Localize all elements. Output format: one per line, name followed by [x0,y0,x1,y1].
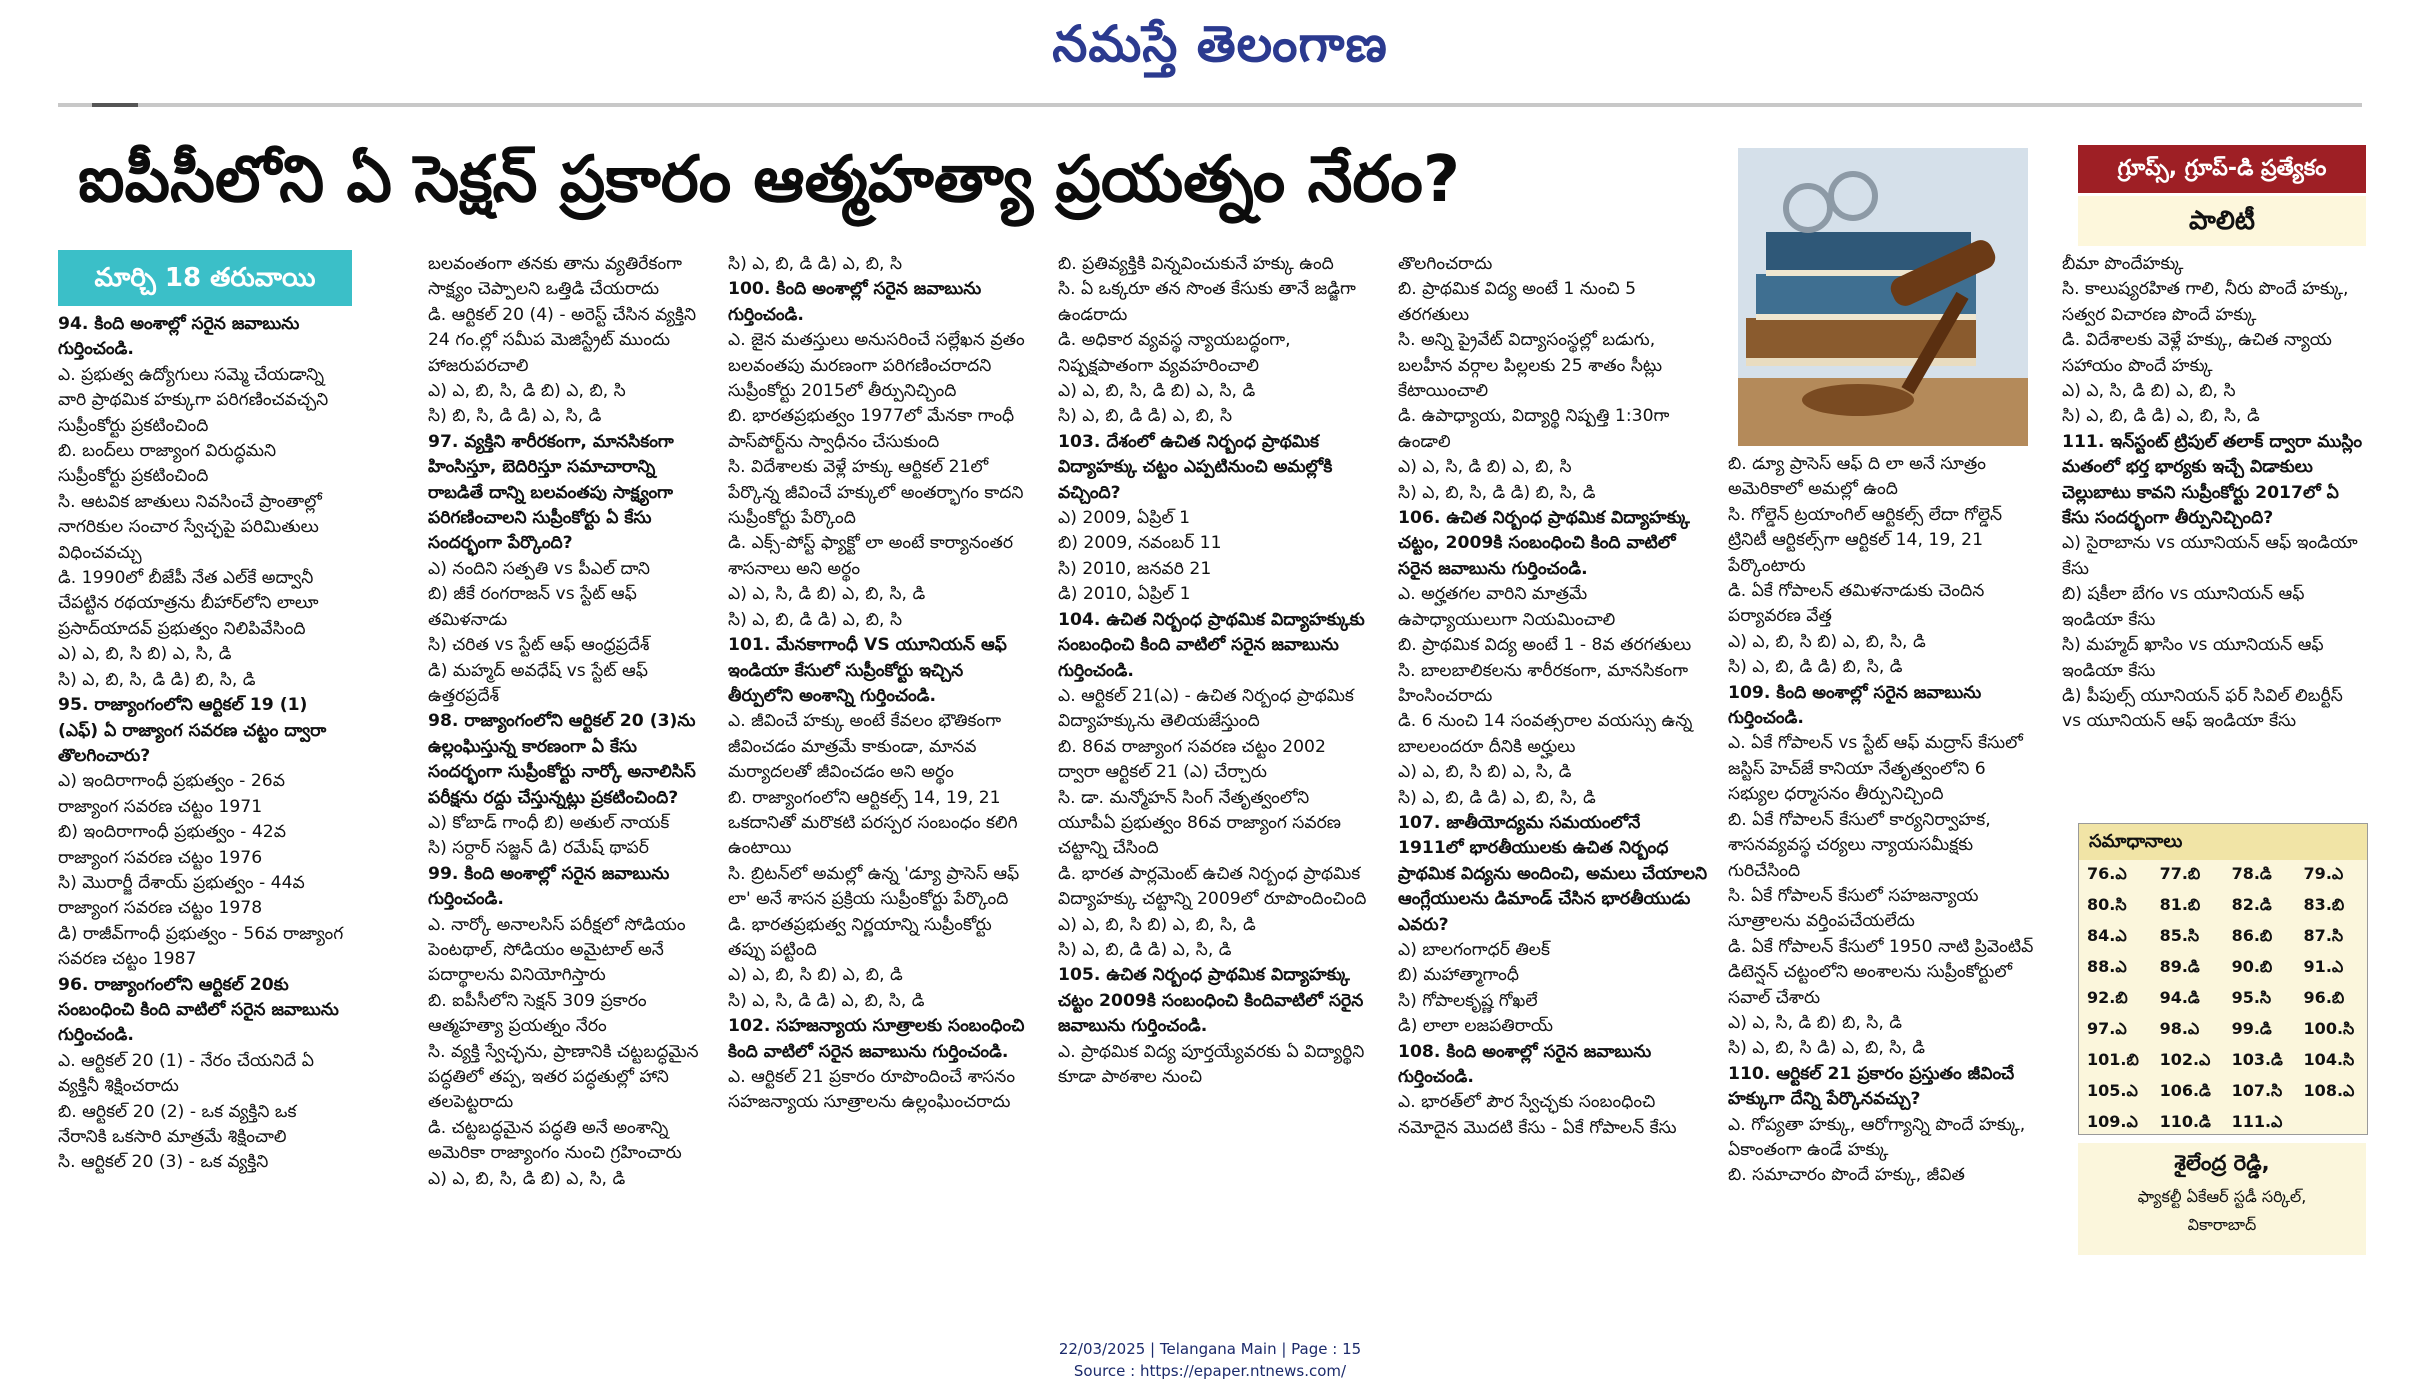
option-text: ఎ. జీవించే హక్కు అంటే కేవలం భౌతికంగా జీవించడం మాత్రమే కాకుండా, మానవ మర్యాదలతో జీవించడం అని అర్థం [728,711,1002,783]
answer-cell: 84.ఎ [2087,926,2127,945]
option-text: డి) 2010, ఏప్రిల్ 1 [1058,584,1191,605]
article-headline: ఐపీసీలోని ఏ సెక్షన్ ప్రకారం ఆత్మహత్యా ప్రయత్నం నేరం? [78,143,1460,217]
answer-cell: 83.బి [2303,895,2345,914]
answer-cell: 106.డి [2159,1081,2211,1100]
option-text: ఎ) ఎ, బి, సి బి) ఎ, బి, సి, డి [1728,631,1926,652]
option-text: సి. విదేశాలకు వెళ్లే హక్కు ఆర్టికల్ 21లో పేర్కొన్న జీవించే హక్కులో అంతర్భాగం కాదని సుప్రీంకోర్టు పేర్కొంది [728,457,1024,529]
option-text: సి. గోల్డెన్ ట్రయాంగిల్ ఆర్టికల్స్ లేదా గోల్డెన్ ట్రినిటీ ఆర్టికల్స్‌గా ఆర్టికల్ 14, 19, 21 పేర్కొంటారు [1728,504,2003,576]
option-text: సి) మొరార్జీ దేశాయ్ ప్రభుత్వం - 44వ రాజ్యాంగ సవరణ చట్టం 1978 [58,872,305,919]
option-text: బి) జీకే రంగరాజన్ vs స్టేట్ ఆఫ్ తమిళనాడు [428,584,637,630]
answer-cell: 88.ఎ [2087,957,2127,976]
option-text: డి. ఉపాధ్యాయ, విద్యార్థి నిష్పత్తి 1:30గా ఉండాలి [1398,406,1670,452]
masthead-divider-accent [92,103,138,107]
author-place: వికారాబాద్ [2187,1215,2257,1234]
option-text: ఎ. భారత్‌లో పౌర స్వేచ్ఛకు సంబంధించి నమోదైన మొదటి కేసు - ఏకే గోపాలన్ కేసు [1398,1092,1677,1138]
question-text: 101. మేనకాగాంధీ VS యూనియన్ ఆఫ్ ఇండియా కేసులో సుప్రీంకోర్టు ఇచ్చిన తీర్పులోని అంశాన్ని గుర్తించండి. [728,635,1007,706]
option-text: ఎ) సైరాబాను vs యూనియన్ ఆఫ్ ఇండియా కేసు [2062,533,2358,579]
option-text: బి. డ్యూ ప్రాసెస్ ఆఫ్ ది లా అనే సూత్రం అమెరికాలో అమల్లో ఉంది [1728,454,1986,500]
option-text: బి. ఐపీసీలోని సెక్షన్ 309 ప్రకారం ఆత్మహత్యా ప్రయత్నం నేరం [428,990,647,1037]
option-text: డి) లాలా లజపతిరాయ్ [1398,1016,1553,1037]
question-text: 98. రాజ్యాంగంలోని ఆర్టికల్ 20 (3)ను ఉల్లంఘిస్తున్న కారణంగా ఏ కేసు సందర్భంగా సుప్రీంకోర్టు నార్కో అనాలిసిస్ పరీక్షను రద్దు చేస్తున్నట్లు ప్రకటించింది? [428,711,696,808]
answers-row [2079,1077,2367,1108]
option-text: బి. బంద్‌లు రాజ్యాంగ విరుద్ధమని సుప్రీంకోర్టు ప్రకటించింది [58,441,277,487]
option-text: బి. భారతప్రభుత్వం 1977లో మేనకా గాంధీ పాస్‌పోర్ట్‌ను స్వాధీనం చేసుకుంది [728,406,1015,452]
answer-cell: 81.బి [2159,895,2201,914]
question-text: 107. జాతీయోద్యమ సమయంలోనే 1911లో భారతీయులకు ఉచిత నిర్బంధ ప్రాథమిక విద్యను అందించి, అమలు చేయాలని ఆంగ్లేయులను డిమాండ్ చేసిన భారతీయుడు ఎవరు? [1398,812,1708,935]
subject-label: పాలిటీ [2078,196,2366,246]
option-text: బి) ఇందిరాగాంధీ ప్రభుత్వం - 42వ రాజ్యాంగ సవరణ చట్టం 1976 [58,822,286,868]
option-text: ఎ) ఎ, బి, సి, డి బి) ఎ, సి, డి [428,1168,626,1189]
option-text: తొలగించరాదు [1398,254,1493,274]
option-text: డి. 6 నుంచి 14 సంవత్సరాల వయస్సు ఉన్న బాలలందరూ దీనికి అర్హులు [1398,711,1693,757]
answer-cell: 101.బి [2087,1050,2139,1069]
option-text: బి. 86వ రాజ్యాంగ సవరణ చట్టం 2002 ద్వారా ఆర్టికల్ 21 (ఎ) చేర్చారు [1058,736,1326,783]
answer-cell: 104.సి [2303,1050,2355,1069]
text-column-1 [58,312,346,1272]
option-text: ఎ. అర్హతగల వారిని మాత్రమే ఉపాధ్యాయులుగా నియమించాలి [1398,584,1616,630]
option-text: సి) గోపాలకృష్ణ గోఖలే [1398,990,1538,1011]
option-text: బి. ప్రాథమిక విద్య అంటే 1 నుంచి 5 తరగతులు [1398,279,1637,325]
option-text: సి. కాలుష్యరహిత గాలి, నీరు పొందే హక్కు, సత్వర విచారణ పొందే హక్కు [2062,279,2349,325]
option-text: సి) సర్దార్ సజ్జన్ డి) రమేష్ థాపర్ [428,838,649,859]
option-text: ఎ) ఎ, సి, డి బి) బి, సి, డి [1728,1012,1903,1033]
option-text: సి) మహ్మద్ ఖాసిం vs యూనియన్ ఆఫ్ ఇండియా కేసు [2062,635,2324,681]
option-text: ఎ. ఆర్టికల్ 21 ప్రకారం రూపొందించే శాసనం సహజన్యాయ సూత్రాలను ఉల్లంఘించరాదు [728,1067,1016,1113]
option-text: ఎ) ఎ, బి, సి బి) ఎ, బి, సి, డి [1058,914,1256,935]
question-text: 103. దేశంలో ఉచిత నిర్బంధ ప్రాథమిక విద్యాహక్కు చట్టం ఎప్పటినుంచి అమల్లోకి వచ్చింది? [1058,431,1333,503]
author-credit [2078,1143,2366,1255]
answer-cell: 108.ఎ [2303,1081,2355,1100]
option-text: బి. రాజ్యాంగంలోని ఆర్టికల్స్ 14, 19, 21 ఒకదానితో మరొకటి పరస్పర సంబంధం కలిగి ఉంటాయి [728,787,1018,859]
text-column-4 [1058,252,1370,1272]
answer-cell: 107.సి [2231,1081,2283,1100]
author-name: శైలేంద్ర రెడ్డి, [2174,1151,2270,1175]
newspaper-masthead: నమస్తే తెలంగాణ [1052,14,1388,73]
option-text: బి. సమాచారం పొందే హక్కు, జీవిత [1728,1165,1965,1186]
option-text: బి) 2009, నవంబర్ 11 [1058,533,1222,554]
answer-cell: 110.డి [2159,1112,2211,1131]
answers-row [2079,1046,2367,1077]
option-text: సి) ఎ, బి, డి డి) ఎ, బి, సి, డి [2062,406,2260,427]
answer-cell: 102.ఎ [2159,1050,2211,1069]
option-text: బి) షకీలా బేగం vs యూనియన్ ఆఫ్ ఇండియా కేసు [2062,584,2305,630]
option-text: సి) ఎ, బి, సి, డి డి) బి, సి, డి [58,669,256,690]
question-text: 110. ఆర్టికల్ 21 ప్రకారం ప్రస్తుతం జీవించే హక్కుగా దేన్ని పేర్కొనవచ్చు? [1728,1063,2015,1110]
option-text: సి) ఎ, బి, డి డి) ఎ, బి, సి [728,609,903,630]
option-text: బీమా పొందేహక్కు [2062,254,2184,274]
question-text: 102. సహజన్యాయ సూత్రాలకు సంబంధించి కింది వాటిలో సరైన జవాబును గుర్తించండి. [728,1016,1025,1062]
text-column-3 [728,252,1028,1272]
answers-row [2079,1015,2367,1046]
answer-cell: 76.ఎ [2087,864,2127,883]
answers-row [2079,984,2367,1015]
option-text: సి) 2010, జనవరి 21 [1058,558,1212,579]
law-books-gavel-image [1738,148,2028,446]
text-column-6 [1728,452,2038,1272]
answer-cell: 77.బి [2159,864,2201,883]
option-text: సి. బాలబాలికలను శారీరకంగా, మానసికంగా హింసించరాదు [1398,660,1689,706]
option-text: ఎ. ఆర్టికల్ 21(ఎ) - ఉచిత నిర్బంధ ప్రాథమిక విద్యాహక్కును తెలియజేస్తుంది [1058,685,1354,732]
question-text: 97. వ్యక్తిని శారీరకంగా, మానసికంగా హింసిస్తూ, బెదిరిస్తూ సమాచారాన్ని రాబడితే దాన్ని బలవంతపు సాక్ష్యంగా పరిగణించాలని సుప్రీంకోర్టు ఏ కేసు సందర్భంగా పేర్కొంది? [428,431,674,554]
option-text: ఎ) ఎ, బి, సి బి) ఎ, సి, డి [58,644,232,665]
question-text: 99. కింది అంశాల్లో సరైన జవాబును గుర్తించండి. [428,863,670,910]
law-books-gavel-illustration [1738,148,2028,446]
option-text: సి. డా. మన్మోహన్ సింగ్ నేతృత్వంలోని యూపీఏ ప్రభుత్వం 86వ రాజ్యాంగ సవరణ చట్టాన్ని చేసింది [1058,787,1341,859]
answer-cell: 91.ఎ [2303,957,2344,976]
answer-cell: 96.బి [2303,988,2345,1007]
footer-date-line: 22/03/2025 | Telangana Main | Page : 15 [1058,1340,1362,1358]
option-text: సి) ఎ, బి, డి డి) ఎ, సి, డి [1058,939,1232,960]
answer-cell: 87.సి [2303,926,2344,945]
option-text: సి) ఎ, బి, డి డి) ఎ, బి, సి, డి [1398,787,1596,808]
answer-cell: 97.ఎ [2087,1019,2127,1038]
option-text: బి. ప్రతివ్యక్తికి విన్నవించుకునే హక్కు ఉంది [1058,254,1334,274]
page-footer [900,1338,1520,1382]
question-text: 108. కింది అంశాల్లో సరైన జవాబును గుర్తించండి. [1398,1041,1652,1087]
option-text: సి. బ్రిటన్‌లో అమల్లో ఉన్న 'డ్యూ ప్రాసెస్ ఆఫ్ లా' అనే శాసన ప్రక్రియ సుప్రీంకోర్టు పేర్కొంది [728,863,1020,910]
answer-cell: 109.ఎ [2087,1112,2138,1131]
answers-row [2079,922,2367,953]
answer-cell: 82.డి [2231,895,2272,914]
answers-row [2079,1108,2367,1139]
answer-cell: 79.ఎ [2303,864,2344,883]
answer-cell: 95.సి [2231,988,2272,1007]
option-text: సి) ఎ, బి, డి డి) ఎ, బి, సి [1058,406,1233,427]
option-text: బి) మహాత్మాగాంధీ [1398,965,1520,986]
option-text: ఎ) నందిని సత్పతి vs పీఎల్ దాని [428,558,650,579]
question-text: 105. ఉచిత నిర్బంధ ప్రాథమిక విద్యాహక్కు చట్టం 2009కి సంబంధించి కిందివాటిలో సరైన జవాబును గుర్తించండి. [1058,965,1364,1037]
option-text: బి. ఏకే గోపాలన్ కేసులో కార్యనిర్వాహక, శాసనవ్యవస్థ చర్యలు న్యాయసమీక్షకు గురిచేసింది [1728,809,1991,881]
answer-cell: 103.డి [2231,1050,2283,1069]
question-text: 104. ఉచిత నిర్బంధ ప్రాథమిక విద్యాహక్కుకు సంబంధించి కింది వాటిలో సరైన జవాబును గుర్తించండి. [1058,609,1365,681]
answers-row [2079,860,2367,891]
answer-cell: 100.సి [2303,1019,2355,1038]
answer-cell: 89.డి [2159,957,2200,976]
answers-table [2079,860,2367,1139]
option-text: డి. అధికార వ్యవస్థ న్యాయబద్ధంగా, నిష్పక్షపాతంగా వ్యవహరించాలి [1058,330,1291,376]
option-text: ఎ) ఎ, బి, సి బి) ఎ, సి, డి [1398,762,1572,783]
option-text: ఎ) కోబాడ్ గాంధీ బి) అతుల్ నాయక్ [428,812,670,833]
question-text: 94. కింది అంశాల్లో సరైన జవాబును గుర్తించండి. [58,314,300,360]
text-column-2 [428,252,716,1272]
option-text: సి) చరిత vs స్టేట్ ఆఫ్ ఆంధ్రప్రదేశ్ [428,635,650,656]
option-text: సి) బి, సి, డి డి) ఎ, సి, డి [428,406,602,427]
option-text: ఎ) ఎ, బి, సి బి) ఎ, బి, డి [728,965,903,986]
option-text: సి) ఎ, సి, డి డి) ఎ, బి, సి, డి [728,990,925,1011]
question-text: 106. ఉచిత నిర్బంధ ప్రాథమిక విద్యాహక్కు చట్టం, 2009కి సంబంధించి కింది వాటిలో సరైన జవాబును గుర్తించండి. [1398,508,1690,579]
option-text: ఎ) ఇందిరాగాంధీ ప్రభుత్వం - 26వ రాజ్యాంగ సవరణ చట్టం 1971 [58,771,285,817]
option-text: డి) మహ్మద్ అవధేష్ vs స్టేట్ ఆఫ్ ఉత్తరప్రదేశ్ [428,660,648,706]
answers-row [2079,953,2367,984]
answer-cell: 105.ఎ [2087,1081,2138,1100]
option-text: ఎ) ఎ, బి, సి, డి బి) ఎ, సి, డి [1058,381,1256,402]
option-text: డి. విదేశాలకు వెళ్లే హక్కు, ఉచిత న్యాయ సహాయం పొందే హక్కు [2062,330,2332,376]
option-text: డి. ఏకే గోపాలన్ కేసులో 1950 నాటి ప్రివెంటివ్ డిటెన్షన్ చట్టంలోని అంశాలను సుప్రీంకోర్టులో సవాల్ చేశారు [1728,936,2034,1008]
author-role: ఫ్యాకల్టీ ఏకేఆర్ స్టడీ సర్కిల్, [2137,1187,2307,1206]
option-text: సి) ఎ, బి, డి డి) బి, సి, డి [1728,657,1903,678]
answers-box [2078,823,2368,1135]
masthead-divider [58,103,2362,107]
footer-source-line: Source : https://epaper.ntnews.com/ [1073,1362,1347,1380]
option-text: ఎ) ఎ, సి, డి బి) ఎ, బి, సి, డి [728,584,926,605]
option-text: డి. ఆర్టికల్ 20 (4) - అరెస్ట్ చేసిన వ్యక్తిని 24 గం.ల్లో సమీప మెజిస్ట్రేట్ ముందు హాజరుపరచాలి [428,304,697,376]
option-text: సి. ఆటవిక జాతులు నివసించే ప్రాంతాల్లో నాగరికుల సంచార స్వేచ్ఛపై పరిమితులు విధించవచ్చు [58,491,322,563]
option-text: డి. భారత పార్లమెంట్ ఉచిత నిర్బంధ ప్రాథమిక విద్యాహక్కు చట్టాన్ని 2009లో రూపొందించింది [1058,863,1367,910]
option-text: ఎ. జైన మతస్తులు అనుసరించే సల్లేఖన వ్రతం బలవంతపు మరణంగా పరిగణించరాదని సుప్రీంకోర్టు 2015లో తీర్పునిచ్చింది [728,330,1025,402]
answer-cell: 90.బి [2231,957,2273,976]
option-text: సి) ఎ, బి, డి డి) ఎ, బి, సి [728,254,903,274]
option-text: ఎ) ఎ, సి, డి బి) ఎ, బి, సి [2062,381,2236,402]
option-text: డి. 1990లో బీజేపీ నేత ఎల్‌కే అద్వానీ చేపట్టిన రథయాత్రను బీహార్‌లోని లాలూ ప్రసాద్‌యాదవ్ ప్రభుత్వం నిలిపివేసింది [58,568,319,639]
option-text: ఎ) బాలగంగాధర్ తిలక్ [1398,939,1550,960]
answers-title: సమాధానాలు [2079,824,2367,860]
answer-cell: 80.సి [2087,895,2127,914]
answer-cell: 86.బి [2231,926,2273,945]
option-text: ఎ. ప్రభుత్వ ఉద్యోగులు సమ్మె చేయడాన్ని వారి ప్రాథమిక హక్కుగా పరిగణించవచ్చని సుప్రీంకోర్టు ప్రకటించింది [58,364,329,436]
answer-cell: 98.ఎ [2159,1019,2200,1038]
answer-cell: 78.డి [2231,864,2272,883]
question-text: 109. కింది అంశాల్లో సరైన జవాబును గుర్తించండి. [1728,682,1982,729]
question-text: 100. కింది అంశాల్లో సరైన జవాబును గుర్తించండి. [728,279,982,325]
question-text: 95. రాజ్యాంగంలోని ఆర్టికల్ 19 (1) (ఎఫ్) ఏ రాజ్యాంగ సవరణ చట్టం ద్వారా తొలగించారు? [58,695,327,766]
option-text: ఎ) ఎ, బి, సి, డి బి) ఎ, బి, సి [428,381,626,402]
option-text: ఎ. ప్రాథమిక విద్య పూర్తయ్యేవరకు ఏ విద్యార్థిని కూడా పాఠశాల నుంచి [1058,1041,1365,1087]
option-text: సి. ఆర్టికల్ 20 (3) - ఒక వ్యక్తిని [58,1152,269,1173]
text-column-7 [2062,252,2364,812]
answer-cell: 99.డి [2231,1019,2272,1038]
option-text: సి) ఎ, బి, సి, డి డి) బి, సి, డి [1398,482,1596,503]
option-text: సి. అన్ని ప్రైవేట్ విద్యాసంస్థల్లో బడుగు, బలహీన వర్గాల పిల్లలకు 25 శాతం సీట్లు కేటాయించాలి [1398,330,1663,402]
option-text: ఎ. ఏకే గోపాలన్ vs స్టేట్ ఆఫ్ మద్రాస్ కేసులో జస్టిస్ హెచ్‌జే కానియా నేతృత్వంలోని 6 సభ్యుల ధర్మాసనం తీర్పునిచ్చింది [1728,733,2023,805]
answer-cell [2296,1108,2367,1139]
answer-cell: 92.బి [2087,988,2128,1007]
group-exam-banner: గ్రూప్స్, గ్రూప్-డి ప్రత్యేకం [2078,145,2366,193]
option-text: సి. ఏ ఒక్కరూ తన సొంత కేసుకు తానే జడ్జిగా ఉండరాదు [1058,279,1356,325]
option-text: ఎ. నార్కో అనాలసిస్ పరీక్షలో సోడియం పెంటథాల్, సోడియం అమైటాల్ అనే పదార్థాలను వినియోగిస్తారు [428,914,686,986]
option-text: ఎ. ఆర్టికల్ 20 (1) - నేరం చేయనిదే ఏ వ్యక్తినీ శిక్షించరాదు [58,1050,314,1097]
answer-cell: 94.డి [2159,988,2200,1007]
question-text: 96. రాజ్యాంగంలోని ఆర్టికల్ 20కు సంబంధించి కింది వాటిలో సరైన జవాబును గుర్తించండి. [58,974,339,1046]
answers-row [2079,891,2367,922]
answer-cell: 111.ఎ [2231,1112,2283,1131]
continuation-tag: మార్చి 18 తరువాయి [58,250,352,306]
question-text: 111. ఇన్‌స్టంట్ ట్రిపుల్ తలాక్ ద్వారా ముస్లిం మతంలో భర్త భార్యకు ఇచ్చే విడాకులు చెల్లుబాటు కావని సుప్రీంకోర్టు 2017లో ఏ కేసు సందర్భంగా తీర్పునిచ్చింది? [2062,431,2363,529]
option-text: ఎ) ఎ, సి, డి బి) ఎ, బి, సి [1398,457,1572,478]
option-text: డి) పీపుల్స్ యూనియన్ ఫర్ సివిల్ లిబర్టీస్ vs యూనియన్ ఆఫ్ ఇండియా కేసు [2062,685,2343,732]
text-column-5 [1398,252,1710,1272]
option-text: బి. ఆర్టికల్ 20 (2) - ఒక వ్యక్తిని ఒక నేరానికి ఒకసారి మాత్రమే శిక్షించాలి [58,1101,297,1147]
option-text: డి. ఏకే గోపాలన్ తమిళనాడుకు చెందిన పర్యావరణ వేత్త [1728,581,1985,627]
option-text: ఎ. గోప్యతా హక్కు, ఆరోగ్యాన్ని పొందే హక్కు, ఏకాంతంగా ఉండే హక్కు [1728,1114,2026,1160]
option-text: సి. ఏకే గోపాలన్ కేసులో సహజన్యాయ సూత్రాలను వర్తింపచేయలేదు [1728,885,1979,932]
option-text: సి. వ్యక్తి స్వేచ్ఛను, ప్రాణానికి చట్టబద్ధమైన పద్ధతిలో తప్ప, ఇతర పద్ధతుల్లో హాని తలపెట్టరాదు [428,1041,699,1113]
option-text: డి. ఎక్స్-పోస్ట్ ఫ్యాక్టో లా అంటే కార్యానంతర శాసనాలు అని అర్థం [728,533,1014,579]
option-text: సి) ఎ, బి, సి డి) ఎ, బి, సి, డి [1728,1038,1926,1059]
answer-cell: 85.సి [2159,926,2200,945]
option-text: డి. భారతప్రభుత్వ నిర్ణయాన్ని సుప్రీంకోర్టు తప్పు పట్టింది [728,914,992,960]
option-text: డి. చట్టబద్ధమైన పద్ధతి అనే అంశాన్ని అమెరికా రాజ్యాంగం నుంచి గ్రహించారు [428,1117,682,1164]
option-text: బలవంతంగా తనకు తాను వ్యతిరేకంగా సాక్ష్యం చెప్పాలని ఒత్తిడి చేయరాదు [428,254,682,300]
option-text: ఎ) 2009, ఏప్రిల్ 1 [1058,508,1191,529]
option-text: బి. ప్రాథమిక విద్య అంటే 1 - 8వ తరగతులు [1398,635,1692,656]
option-text: డి) రాజీవ్‌గాంధీ ప్రభుత్వం - 56వ రాజ్యాంగ సవరణ చట్టం 1987 [58,923,344,970]
